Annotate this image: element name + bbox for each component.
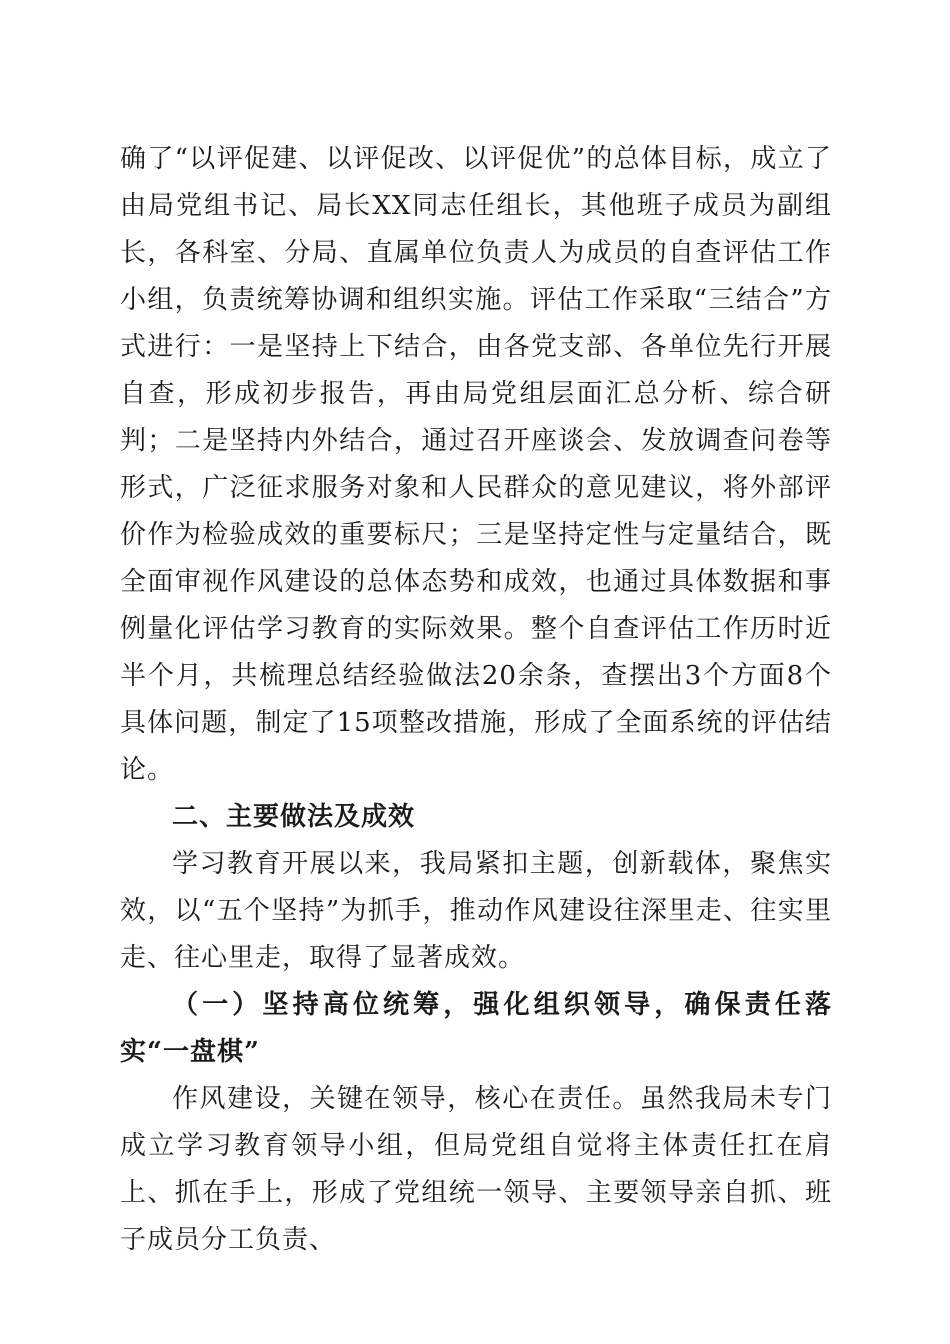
continued-paragraph: 确了“以评促建、以评促改、以评促优”的总体目标，成立了由局党组书记、局长XX同志任组长，其他班子成员为副组长，各科室、分局、直属单位负责人为成员的自查评估工作小组，负责统筹协调和组织实施。评估工作采取“三结合”方式进行：一是坚持上下结合，由各党支部、各单位先行开展自查，形成初步报告，再由局党组层面汇总分析、综合研判；二是坚持内外结合，通过召开座谈会、发放调查问卷等形式，广泛征求服务对象和人民群众的意见建议，将外部评价作为检验成效的重要标尺；三是坚持定性与定量结合，既全面审视作风建设的总体态势和成效，也通过具体数据和事例量化评估学习教育的实际效果。整个自查评估工作历时近半个月，共梳理总结经验做法20余条，查摆出3个方面8个具体问题，制定了15项整改措施，形成了全面系统的评估结论。 [120, 144, 832, 785]
document-body [120, 136, 832, 1264]
subsection-heading: （一）坚持高位统筹，强化组织领导，确保责任落实“一盘棋” [120, 990, 832, 1067]
section-intro-paragraph: 学习教育开展以来，我局紧扣主题，创新载体，聚焦实效，以“五个坚持”为抓手，推动作风建设往深里走、往实里走、往心里走，取得了显著成效。 [120, 849, 832, 973]
section-heading: 二、主要做法及成效 [172, 802, 416, 832]
subsection-body-paragraph: 作风建设，关键在领导，核心在责任。虽然我局未专门成立学习教育领导小组，但局党组自觉将主体责任扛在肩上、抓在手上，形成了党组统一领导、主要领导亲自抓、班子成员分工负责、 [120, 1084, 832, 1255]
